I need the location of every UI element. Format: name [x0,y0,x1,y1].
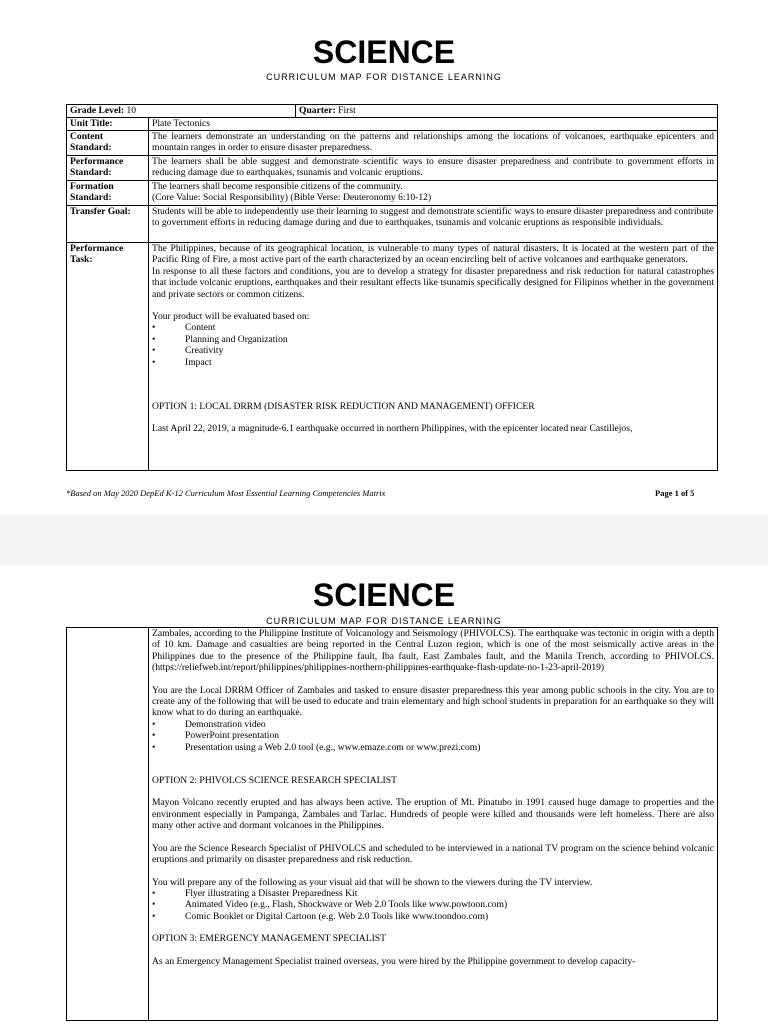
formation-standard-label: Formation Standard: [67,181,149,206]
curriculum-table [66,104,718,471]
product-item: • Presentation using a Web 2.0 tool (e.g., www.emaze.com or www.prezi.com) [152,742,714,753]
option2-products-list [152,888,714,922]
page-subtitle: CURRICULUM MAP FOR DISTANCE LEARNING [266,616,502,626]
option1-products-list [152,719,714,753]
performance-standard-label: Performance Standard: [67,156,149,181]
evaluation-criteria-list [152,322,714,368]
transfer-goal-value: Students will be able to independently use their learning to suggest and demonstrate scientific ways to ensure disaster preparedness and contribute to government efforts in reducing damage during and due to earthquakes, tsunamis and volcanic eruptions as responsible individuals. [149,206,718,243]
quarter-label: Quarter: [299,105,336,116]
empty-label-cell [67,628,149,1021]
option2-paragraph-3: You will prepare any of the following as your visual aid that will be shown to the viewers during the TV interview. [152,876,593,888]
formation-standard-line-2: (Core Value: Social Responsibility) (Bible Verse: Deuteronomy 6:10-12) [152,192,432,204]
content-standard-label: Content Standard: [67,131,149,156]
grade-level-label: Grade Level: [70,105,125,116]
performance-task-label: Performance Task: [67,243,149,471]
performance-task-continued-row [67,628,718,1021]
curriculum-table-continued [66,627,718,1021]
transfer-goal-row [67,206,718,243]
option1-role: You are the Local DRRM Officer of Zambales and tasked to ensure disaster preparedness this year among public schools in the city. You are to create any of the following that will be used to educate and train elementary and high school students in preparation for an earthquake so they will know what to do during an earthquake. [152,684,714,719]
evaluation-intro: Your product will be evaluated based on: [152,311,310,323]
product-item: • Flyer illustrating a Disaster Preparedness Kit [152,888,714,899]
product-item: • Comic Booklet or Digital Cartoon (e.g. Web 2.0 Tools like www.toondoo.com) [152,911,714,922]
content-standard-row [67,131,718,156]
option3-start: As an Emergency Management Specialist trained overseas, you were hired by the Philippine government to develop capacity- [152,955,636,967]
grade-level-cell [67,105,296,118]
content-standard-value: The learners demonstrate an understanding on the patterns and relationships among the locations of volcanoes, earthquake epicenters and mountain ranges in order to ensure disaster preparedness. [149,131,718,156]
unit-title-label: Unit Title: [67,118,149,131]
option2-paragraph-2: You are the Science Research Specialist of PHIVOLCS and scheduled to be interviewed in a national TV program on the science behind volcanic eruptions and primarily on disaster preparedness and risk reduction. [152,842,714,866]
task-paragraph-1: The Philippines, because of its geographical location, is vulnerable to many types of natural disasters. It is located at the western part of the Pacific Ring of Fire, a most active part of the earth characterized by an ocean encircling belt of active volcanoes and earthquake generators. [152,243,714,266]
option2-heading: OPTION 2: PHIVOLCS SCIENCE RESEARCH SPECIALIST [152,775,397,787]
quarter-value: First [338,105,356,116]
option3-heading: OPTION 3: EMERGENCY MANAGEMENT SPECIALIST [152,933,386,945]
formation-standard-value [149,181,718,206]
product-item: • PowerPoint presentation [152,730,714,741]
performance-task-value [149,243,718,471]
page-title: SCIENCE [312,577,456,613]
criteria-item: • Planning and Organization [152,334,714,345]
performance-task-continued [149,628,718,1021]
page-separator [0,514,768,566]
grade-level-value: 10 [126,105,137,116]
transfer-goal-label: Transfer Goal: [67,206,149,243]
performance-standard-value: The learners shall be able suggest and demonstrate scientific ways to ensure disaster preparedness and contribute to government efforts in reducing damage due to earthquakes, tsunamis and volcanic eruptions. [149,156,718,181]
page-number: Page 1 of 5 [655,488,695,498]
unit-title-value: Plate Tectonics [149,118,718,131]
criteria-item: • Content [152,322,714,333]
product-item: • Demonstration video [152,719,714,730]
option1-heading: OPTION 1: LOCAL DRRM (DISASTER RISK REDUCTION AND MANAGEMENT) OFFICER [152,401,535,413]
product-item: • Animated Video (e.g., Flash, Shockwave or Web 2.0 Tools like www.powtoon.com) [152,899,714,910]
unit-row [67,118,718,131]
page-title: SCIENCE [312,34,456,70]
task-paragraph-2: In response to all these factors and conditions, you are to develop a strategy for disaster preparedness and risk reduction for natural catastrophes that include volcanic eruptions, earthquakes and their resultant effects like tsunamis specifically designed for Filipinos whether in the government and private sectors or common citizens. [152,265,714,300]
formation-standard-row [67,181,718,206]
grade-quarter-row [67,105,718,118]
criteria-item: • Impact [152,357,714,368]
option1-continued: Zambales, according to the Philippine Institute of Volcanology and Seismology (PHIVOLCS). The earthquake was tectonic in origin with a depth of 10 km. Damage and casualties are being reported in the Central Luzon region, which is one of the most seismically active areas in the Philippines due to the presence of the Philippine fault, Iba fault, East Zambales fault, and the Manila Trench, according to PHIVOLCS. (https://reliefweb.int/report/philippines/philippines-northern-philippines-earthquake-flash-update-no-1-23-april-2019) [152,628,714,674]
criteria-item: • Creativity [152,345,714,356]
quarter-cell [296,105,718,118]
option1-start: Last April 22, 2019, a magnitude-6.1 earthquake occurred in northern Philippines, with the epicenter located near Castillejos, [152,423,633,435]
page-subtitle: CURRICULUM MAP FOR DISTANCE LEARNING [266,72,502,82]
formation-standard-line-1: The learners shall become responsible citizens of the community. [152,181,403,192]
performance-task-row [67,243,718,471]
footer-note: *Based on May 2020 DepEd K-12 Curriculum Most Essential Learning Competencies Matrix [66,488,386,498]
option2-paragraph-1: Mayon Volcano recently erupted and has always been active. The eruption of Mt. Pinatubo in 1991 caused huge damage to properties and the environment especially in Pampanga, Zambales and Tarlac. Hundreds of people were killed and thousands were left homeless. There are also many other active and dormant volcanoes in the Philippines. [152,797,714,832]
performance-standard-row [67,156,718,181]
